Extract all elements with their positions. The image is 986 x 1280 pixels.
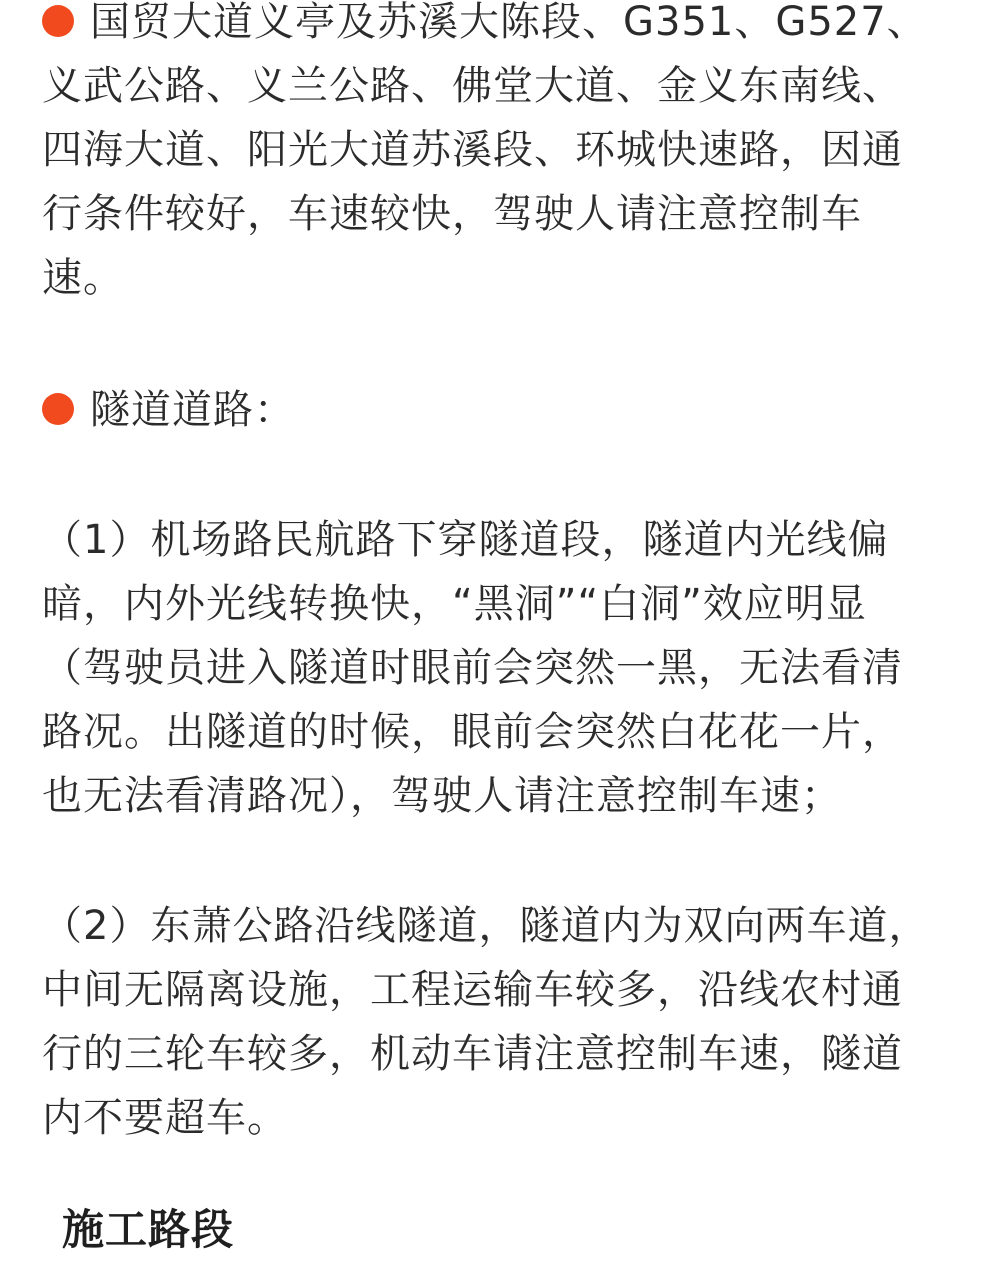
bullet-dot-icon: [42, 393, 74, 425]
paragraph-tunnel-item-2: [42, 894, 942, 1150]
paragraph-tunnel-roads: [42, 378, 942, 442]
section-heading-construction: 施工路段: [62, 1205, 235, 1254]
paragraph-fast-roads: [42, 0, 942, 310]
paragraph-text: 国贸大道义亭及苏溪大陈段、G351、G527、义武公路、义兰公路、佛堂大道、金义东南线、四海大道、阳光大道苏溪段、环城快速路，因通行条件较好，车速较快，驾驶人请注意控制车速。: [42, 0, 928, 301]
paragraph-tunnel-item-1: [42, 508, 942, 828]
paragraph-text: （2）东萧公路沿线隧道，隧道内为双向两车道，中间无隔离设施，工程运输车较多，沿线农村通行的三轮车较多，机动车请注意控制车速，隧道内不要超车。: [42, 903, 930, 1141]
paragraph-text: （1）机场路民航路下穿隧道段，隧道内光线偏暗，内外光线转换快，“黑洞”“白洞”效应明显（驾驶员进入隧道时眼前会突然一黑，无法看清路况。出隧道的时候，眼前会突然白花花一片，也无法看清路况），驾驶人请注意控制车速；: [42, 517, 903, 819]
bullet-dot-icon: [42, 5, 74, 37]
paragraph-text: 隧道道路：: [90, 387, 295, 433]
